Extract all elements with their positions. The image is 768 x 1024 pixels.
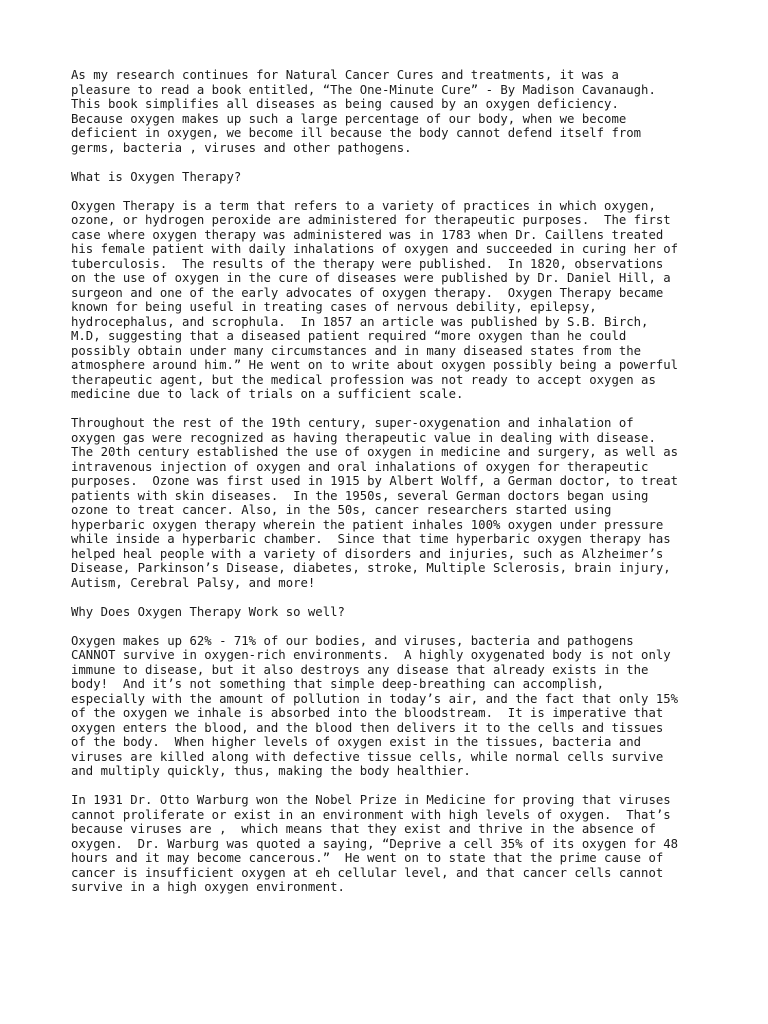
paragraph-warburg: In 1931 Dr. Otto Warburg won the Nobel Prize in Medicine for proving that viruses cannot proliferate or exist in an environment with high levels of oxygen. That’s because viruses are , which means that they exist and thrive in the absence of oxygen. Dr. Warburg was quoted a saying, “Deprive a cell 35% of its oxygen for 48 hours and it may become cancerous.” He went on to state that the prime cause of cancer is insufficient oxygen at eh cellular level, and that cancer cells cannot survive in a high oxygen environment. bbox=[71, 793, 679, 894]
paragraph-oxygen-body: Oxygen makes up 62% - 71% of our bodies, and viruses, bacteria and pathogens CANNOT survive in oxygen-rich environments. A highly oxygenated body is not only immune to disease, but it also destroys any disease that already exists in the body! And it’s not something that simple deep-breathing can accomplish, especially with the amount of pollution in today’s air, and the fact that only 15% of the oxygen we inhale is absorbed into the bloodstream. It is imperative that oxygen enters the blood, and the blood then delivers it to the cells and tissues of the body. When higher levels of oxygen exist in the tissues, bacteria and viruses are killed along with defective tissue cells, while normal cells survive and multiply quickly, thus, making the body healthier. bbox=[71, 633, 679, 778]
section-heading-why-it-works: Why Does Oxygen Therapy Work so well? bbox=[71, 604, 345, 619]
section-heading-oxygen-therapy: What is Oxygen Therapy? bbox=[71, 169, 242, 184]
paragraph-oxygen-therapy-history: Oxygen Therapy is a term that refers to a variety of practices in which oxygen, ozone, or hydrogen peroxide are administered for therapeutic purposes. The first case where oxygen therapy was administered was in 1783 when Dr. Caillens treated his female patient with daily inhalations of oxygen and succeeded in curing her of tuberculosis. The results of the therapy were published. In 1820, observations on the use of oxygen in the cure of diseases were published by Dr. Daniel Hill, a surgeon and one of the early advocates of oxygen therapy. Oxygen Therapy became known for being useful in treating cases of nervous debility, epilepsy, hydrocephalus, and scrophula. In 1857 an article was published by S.B. Birch, M.D, suggesting that a diseased patient required “more oxygen than he could possibly obtain under many circumstances and in many diseased states from the atmosphere around him.” He went on to write about oxygen possibly being a powerful therapeutic agent, but the medical profession was not ready to accept oxygen as medicine due to lack of trials on a sufficient scale. bbox=[71, 198, 679, 401]
document-page bbox=[71, 68, 731, 909]
paragraph-19th-20th-century: Throughout the rest of the 19th century, super-oxygenation and inhalation of oxygen gas were recognized as having therapeutic value in dealing with disease. The 20th century established the use of oxygen in medicine and surgery, as well as intravenous injection of oxygen and oral inhalations of oxygen for therapeutic purposes. Ozone was first used in 1915 by Albert Wolff, a German doctor, to treat patients with skin diseases. In the 1950s, several German doctors began using ozone to treat cancer. Also, in the 50s, cancer researchers started using hyperbaric oxygen therapy wherein the patient inhales 100% oxygen under pressure while inside a hyperbaric chamber. Since that time hyperbaric oxygen therapy has helped heal people with a variety of disorders and injuries, such as Alzheimer’s Disease, Parkinson’s Disease, diabetes, stroke, Multiple Sclerosis, brain injury, Autism, Cerebral Palsy, and more! bbox=[71, 416, 679, 590]
intro-paragraph: As my research continues for Natural Cancer Cures and treatments, it was a pleasure to read a book entitled, “The One-Minute Cure” - By Madison Cavanaugh. This book simplifies all diseases as being caused by an oxygen deficiency. Because oxygen makes up such a large percentage of our body, when we become deficient in oxygen, we become ill because the body cannot defend itself from germs, bacteria , viruses and other pathogens. bbox=[71, 68, 656, 155]
